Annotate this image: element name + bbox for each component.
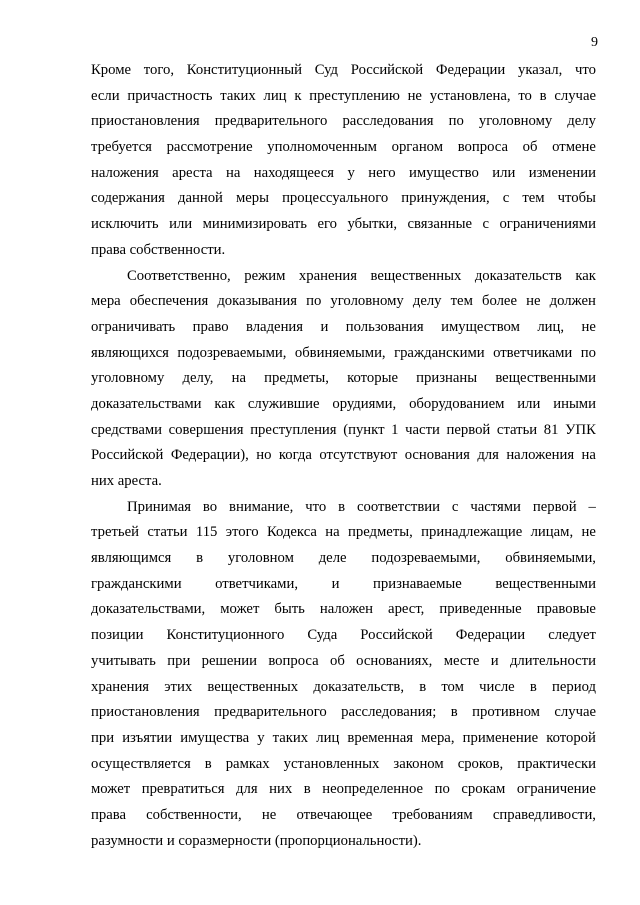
text-line: ограничивать право владения и пользования имуществом лиц, не (91, 318, 596, 335)
text-line: приостановления предварительного расследования; в противном случае (91, 704, 596, 721)
text-line: разумности и соразмерности (пропорциональности). (91, 832, 422, 849)
text-line: Российской Федерации), но когда отсутствуют основания для наложения на (91, 447, 596, 464)
text-line: может превратиться для них в неопределенное по срокам ограничение (91, 781, 596, 798)
text-line: гражданскими ответчиками, и признаваемые вещественными (91, 575, 596, 592)
text-line: Соответственно, режим хранения вещественных доказательств как (127, 267, 596, 284)
text-line: осуществляется в рамках установленных законом сроков, практически (91, 755, 596, 772)
text-line: исключить или минимизировать его убытки, связанные с ограничениями (91, 216, 596, 233)
paragraph (91, 264, 596, 495)
text-line: доказательствами, может быть наложен арест, приведенные правовые (91, 601, 596, 618)
text-line: Принимая во внимание, что в соответствии с частями первой – (127, 498, 596, 515)
text-line: если причастность таких лиц к преступлению не установлена, то в случае (91, 87, 596, 104)
text-line: при изъятии имущества у таких лиц временная мера, применение которой (91, 729, 596, 746)
text-line: них ареста. (91, 473, 162, 489)
document-body (91, 58, 596, 854)
text-line: доказательствами как служившие орудиями, оборудованием или иными (91, 395, 596, 412)
text-line: третьей статьи 115 этого Кодекса на предметы, принадлежащие лицам, не (91, 524, 596, 541)
text-line: являющимся в уголовном деле подозреваемыми, обвиняемыми, (91, 550, 596, 567)
text-line: учитывать при решении вопроса об основаниях, месте и длительности (91, 652, 596, 669)
text-line: средствами совершения преступления (пункт 1 части первой статьи 81 УПК (91, 421, 596, 438)
text-line: наложения ареста на находящееся у него имущество или изменении (91, 164, 596, 181)
text-line: уголовному делу, на предметы, которые признаны вещественными (91, 370, 596, 387)
text-line: приостановления предварительного расследования по уголовному делу (91, 113, 596, 130)
text-line: права собственности, не отвечающее требованиям справедливости, (91, 806, 596, 823)
text-line: являющихся подозреваемыми, обвиняемыми, гражданскими ответчиками по (91, 344, 596, 361)
text-line: права собственности. (91, 241, 226, 258)
text-line: Кроме того, Конституционный Суд Российской Федерации указал, что (91, 62, 596, 78)
text-line: требуется рассмотрение уполномоченным органом вопроса об отмене (91, 139, 596, 156)
page-number: 9 (591, 35, 598, 50)
paragraph (91, 58, 596, 264)
text-line: позиции Конституционного Суда Российской Федерации следует (91, 627, 596, 644)
paragraph (91, 495, 596, 855)
text-line: хранения этих вещественных доказательств, в том числе в период (91, 678, 596, 695)
text-line: мера обеспечения доказывания по уголовному делу тем более не должен (91, 293, 596, 310)
text-line: содержания данной меры процессуального принуждения, с тем чтобы (91, 190, 596, 207)
